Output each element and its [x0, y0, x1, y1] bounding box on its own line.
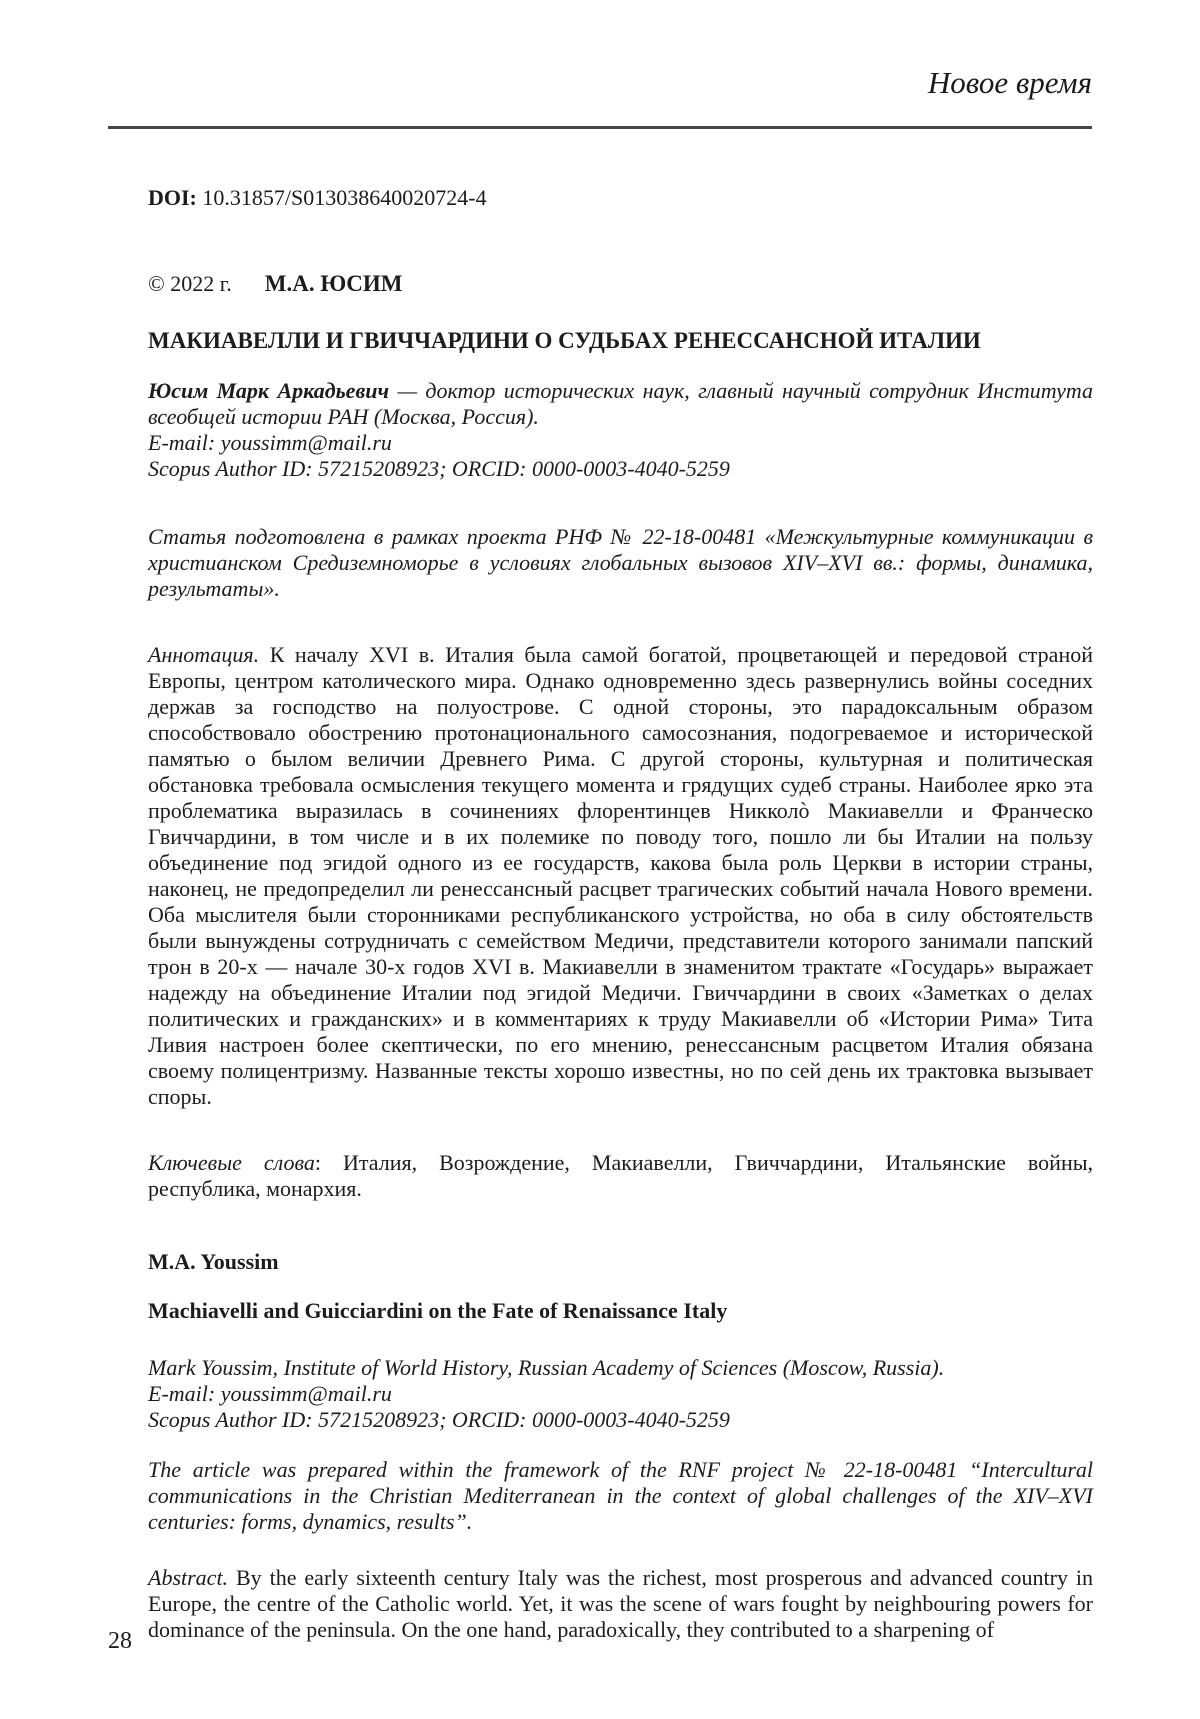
keywords-text-ru: : Италия, Возрождение, Макиавелли, Гвиччардини, Итальянские войны, республика, монархия. [148, 1150, 1093, 1201]
abstract-en [148, 1565, 1093, 1643]
author-name-en: M.A. Youssim [148, 1249, 279, 1274]
funding-statement-ru [148, 524, 1093, 602]
keywords-ru [148, 1150, 1093, 1202]
abstract-label-en: Abstract. [148, 1565, 229, 1590]
doi-value: 10.31857/S013038640020724-4 [196, 185, 487, 210]
author-email-ru: E-mail: youssimm@mail.ru [148, 430, 392, 455]
doi-line [148, 185, 1093, 211]
byline-author: М.А. ЮСИМ [264, 271, 403, 296]
article-title-en: Machiavelli and Guicciardini on the Fate of Renaissance Italy [148, 1298, 728, 1323]
article-title-ru: МАКИАВЕЛЛИ И ГВИЧЧАРДИНИ О СУДЬБАХ РЕНЕССАНСНОЙ ИТАЛИИ [148, 328, 981, 353]
abstract-label-ru: Аннотация. [148, 642, 260, 667]
funding-statement-en [148, 1457, 1093, 1535]
header-rule [108, 126, 1092, 129]
author-info-en [148, 1355, 1093, 1433]
author-ids-ru: Scopus Author ID: 57215208923; ORCID: 0000-0003-4040-5259 [148, 456, 730, 481]
journal-running-head: Новое время [927, 65, 1092, 100]
author-info-ru [148, 378, 1093, 482]
article-content [148, 185, 1093, 1643]
keywords-label-ru: Ключевые слова [148, 1150, 315, 1175]
author-degree-ru: — доктор исторических наук, главный научный сотрудник Института всеобщей истории РАН (Москва, Россия). [148, 378, 1093, 429]
funding-text-en: The article was prepared within the framework of the RNF project № 22-18-00481 “Intercultural communications in the Christian Mediterranean in the context of global challenges of the XIV–XVI centuries: forms, dynamics, results”. [148, 1457, 1093, 1534]
author-ids-en: Scopus Author ID: 57215208923; ORCID: 0000-0003-4040-5259 [148, 1407, 730, 1432]
author-affiliation-en: Mark Youssim, Institute of World History, Russian Academy of Sciences (Moscow, Russia). [148, 1355, 945, 1380]
page-number: 28 [108, 1628, 132, 1654]
author-email-en: E-mail: youssimm@mail.ru [148, 1381, 392, 1406]
byline [148, 271, 1093, 297]
copyright-year: © 2022 г. [148, 271, 232, 296]
doi-label: DOI: [148, 185, 197, 210]
keywords-paragraph-ru [148, 1150, 1093, 1202]
abstract-text-en: By the early sixteenth century Italy was the richest, most prosperous and advanced country in Europe, the centre of the Catholic world. Yet, it was the scene of wars fought by neighbouring powers for dominance of the peninsula. On the one hand, paradoxically, they contributed to a sharpening of [148, 1565, 1093, 1642]
author-affiliation-ru [148, 378, 1093, 430]
abstract-text-ru: К началу XVI в. Италия была самой богатой, процветающей и передовой страной Европы, центром католического мира. Однако одновременно здесь развернулись войны соседних держав за господство на полуострове. С одной стороны, это парадоксальным образом способствовало обострению протонационального самосознания, подогреваемое и исторической памятью о былом величии Древнего Рима. С другой стороны, культурная и политическая обстановка требовала осмысления текущего момента и грядущих судеб страны. Наиболее ярко эта проблематика выразилась в сочинениях флорентинцев Никколò Макиавелли и Франческо Гвиччардини, в том числе и в их полемике по поводу того, пошло ли бы Италии на пользу объединение под эгидой одного из ее государств, какова была роль Церкви в истории страны, наконец, не предопределил ли ренессансный расцвет трагических событий начала Нового времени. Оба мыслителя были сторонниками республиканского устройства, но оба в силу обстоятельств были вынуждены сотрудничать с семейством Медичи, представители которого занимали папский трон в 20-х — начале 30-х годов XVI в. Макиавелли в знаменитом трактате «Государь» выражает надежду на объединение Италии под эгидой Медичи. Гвиччардини в своих «Заметках о делах политических и гражданских» и в комментариях к труду Макиавелли об «Истории Рима» Тита Ливия настроен более скептически, по его мнению, ренессансным расцветом Италия обязана своему полицентризму. Названные тексты хорошо известны, но по сей день их трактовка вызывает споры. [148, 642, 1093, 1109]
author-name-ru: Юсим Марк Аркадьевич [148, 378, 390, 403]
abstract-ru [148, 642, 1093, 1110]
abstract-paragraph-ru [148, 642, 1093, 1110]
funding-text-ru: Статья подготовлена в рамках проекта РНФ № 22-18-00481 «Межкультурные коммуникации в христианском Средиземноморье в условиях глобальных вызовов XIV–XVI вв.: формы, динамика, результаты». [148, 524, 1093, 601]
abstract-paragraph-en [148, 1565, 1093, 1643]
